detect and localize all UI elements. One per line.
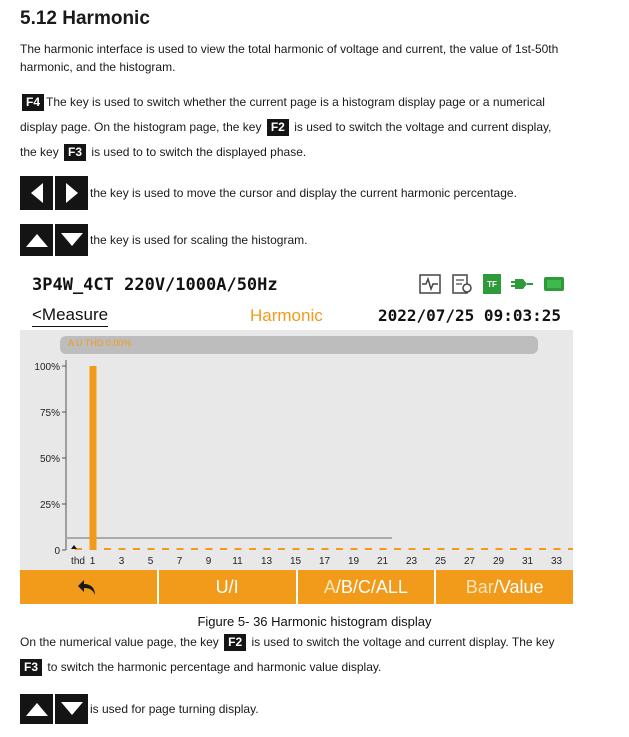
- bar-15: [293, 548, 300, 550]
- numeric-paragraph: [20, 630, 620, 680]
- x-tick-label: 13: [260, 556, 273, 567]
- bar-1: [90, 366, 97, 550]
- right-arrow-icon: [55, 176, 88, 210]
- f4-line-1: [20, 90, 620, 115]
- x-tick-label: 15: [289, 556, 302, 567]
- bar-34: [568, 548, 573, 550]
- status-icons: [419, 274, 565, 294]
- intro-paragraph: [20, 40, 620, 76]
- f3-rest: /B/C/ALL: [335, 576, 408, 597]
- x-tick-label: 25: [434, 556, 447, 567]
- bar-19: [351, 548, 358, 550]
- x-tick-label: 1: [89, 556, 96, 567]
- bar-22: [394, 548, 401, 550]
- f1-back-button[interactable]: [20, 570, 157, 604]
- up-down-text: the key is used for scaling the histogram.: [90, 233, 308, 247]
- f3-key-badge-2: F3: [20, 659, 42, 676]
- x-tick-label: 33: [550, 556, 563, 567]
- f4-text-2a: display page. On the histogram page, the key: [20, 120, 262, 134]
- f3-highlight: A: [323, 576, 336, 597]
- y-tick-label: 75%: [39, 408, 60, 419]
- bar-12: [249, 548, 256, 550]
- battery-icon: [543, 274, 565, 294]
- numeric-text-1b: is used to switch the voltage and current display. The key: [251, 635, 555, 649]
- bar-21: [380, 548, 387, 550]
- datetime-readout: 2022/07/25 09:03:25: [377, 306, 561, 325]
- page-turn-keys: [20, 694, 88, 724]
- up-arrow-icon: [20, 224, 53, 256]
- intro-line-2: harmonic, and the histogram.: [20, 60, 176, 74]
- bar-23: [409, 548, 416, 550]
- f3-key-badge: F3: [64, 144, 86, 161]
- y-tick-label: 0: [54, 546, 60, 557]
- down-arrow-icon: [55, 694, 88, 724]
- numeric-line-2: [20, 655, 620, 680]
- device-status-bar: [20, 268, 573, 304]
- x-tick-label: 11: [232, 556, 243, 567]
- bar-13: [264, 548, 271, 550]
- bar-10: [220, 548, 227, 550]
- cursor-marker: [71, 545, 77, 549]
- numeric-line-1: [20, 630, 620, 655]
- f4-line-2: [20, 115, 620, 140]
- numeric-text-2: to switch the harmonic percentage and harmonic value display.: [47, 660, 382, 674]
- function-key-bar: [20, 570, 573, 604]
- bar-33: [554, 548, 561, 550]
- f4-text-3a: the key: [20, 145, 59, 159]
- bar-3: [119, 548, 126, 550]
- f2-key-badge-2: F2: [224, 634, 246, 651]
- f3-phase-button[interactable]: [298, 570, 435, 604]
- left-right-text: the key is used to move the cursor and display the current harmonic percentage.: [90, 186, 517, 200]
- device-nav-bar: [20, 304, 573, 328]
- f2-key-badge: F2: [267, 119, 289, 136]
- back-to-measure-link[interactable]: <Measure: [32, 304, 108, 327]
- x-tick-label: 17: [318, 556, 331, 567]
- page-turn-text: is used for page turning display.: [90, 702, 259, 716]
- bar-14: [278, 548, 285, 550]
- x-tick-label: 7: [176, 556, 183, 567]
- x-tick-label: 23: [405, 556, 418, 567]
- bar-7: [177, 548, 184, 550]
- f4-line-3: [20, 140, 620, 165]
- section-heading: 5.12 Harmonic: [20, 8, 150, 29]
- bar-6: [162, 548, 169, 550]
- bar-4: [133, 548, 140, 550]
- bar-32: [539, 548, 546, 550]
- f4-text-2b: is used to switch the voltage and current display,: [294, 120, 552, 134]
- histogram-area: [20, 330, 573, 570]
- x-tick-label: 9: [205, 556, 212, 567]
- left-arrow-icon: [20, 176, 53, 210]
- bar-27: [467, 548, 474, 550]
- left-right-key-line: [20, 176, 517, 210]
- waveform-icon: [419, 274, 441, 294]
- bar-25: [438, 548, 445, 550]
- bar-29: [496, 548, 503, 550]
- f2-label: U/I: [215, 576, 239, 597]
- bar-31: [525, 548, 532, 550]
- document-settings-icon: [451, 274, 473, 294]
- bar-26: [452, 548, 459, 550]
- bar-17: [322, 548, 329, 550]
- f4-text-1: The key is used to switch whether the current page is a histogram display page or a numerical: [46, 95, 545, 109]
- bar-24: [423, 548, 430, 550]
- f4-mode-button[interactable]: [436, 570, 573, 604]
- bar-16: [307, 548, 314, 550]
- x-tick-label: 3: [118, 556, 125, 567]
- up-down-key-line: [20, 224, 307, 256]
- bar-2: [104, 548, 111, 550]
- figure-caption: Figure 5- 36 Harmonic histogram display: [197, 614, 432, 629]
- f4-text-3b: is used to to switch the displayed phase.: [91, 145, 307, 159]
- x-tick-label: 19: [347, 556, 360, 567]
- bar-18: [336, 548, 343, 550]
- bar-8: [191, 548, 198, 550]
- f4-rest: /Value: [493, 576, 544, 597]
- model-label: 3P4W_4CT 220V/1000A/50Hz: [32, 275, 278, 295]
- page-turn-line: [20, 694, 259, 724]
- x-tick-label: thd: [71, 556, 85, 567]
- f2-ui-button[interactable]: [159, 570, 296, 604]
- intro-line-1: The harmonic interface is used to view the total harmonic of voltage and current, the value of 1st-50th: [20, 42, 559, 56]
- up-arrow-icon: [20, 694, 53, 724]
- back-arrow-icon: [76, 577, 100, 597]
- bar-30: [510, 548, 517, 550]
- x-tick-label: 21: [376, 556, 389, 567]
- left-right-keys: [20, 176, 88, 210]
- x-tick-label: 27: [463, 556, 476, 567]
- plug-icon: [511, 274, 533, 294]
- bar-5: [148, 548, 155, 550]
- bar-11: [235, 548, 242, 550]
- harmonic-histogram: [20, 330, 573, 570]
- legend-text: A U THD 0.00%: [68, 338, 132, 348]
- tf-card-icon: TF: [483, 274, 501, 294]
- x-tick-label: 5: [147, 556, 154, 567]
- up-down-keys: [20, 224, 88, 256]
- y-tick-label: 50%: [39, 454, 60, 465]
- bar-20: [365, 548, 372, 550]
- f4-key-badge: F4: [22, 94, 44, 111]
- f4-paragraph: [20, 90, 620, 165]
- f4-highlight: Bar: [465, 576, 494, 597]
- x-tick-label: 31: [521, 556, 534, 567]
- numeric-text-1a: On the numerical value page, the key: [20, 635, 219, 649]
- y-tick-label: 25%: [39, 500, 60, 511]
- bar-9: [206, 548, 213, 550]
- x-tick-label: 29: [492, 556, 505, 567]
- page-title: Harmonic: [250, 306, 323, 325]
- device-screen: [20, 268, 573, 604]
- y-tick-label: 100%: [34, 362, 60, 373]
- bar-28: [481, 548, 488, 550]
- down-arrow-icon: [55, 224, 88, 256]
